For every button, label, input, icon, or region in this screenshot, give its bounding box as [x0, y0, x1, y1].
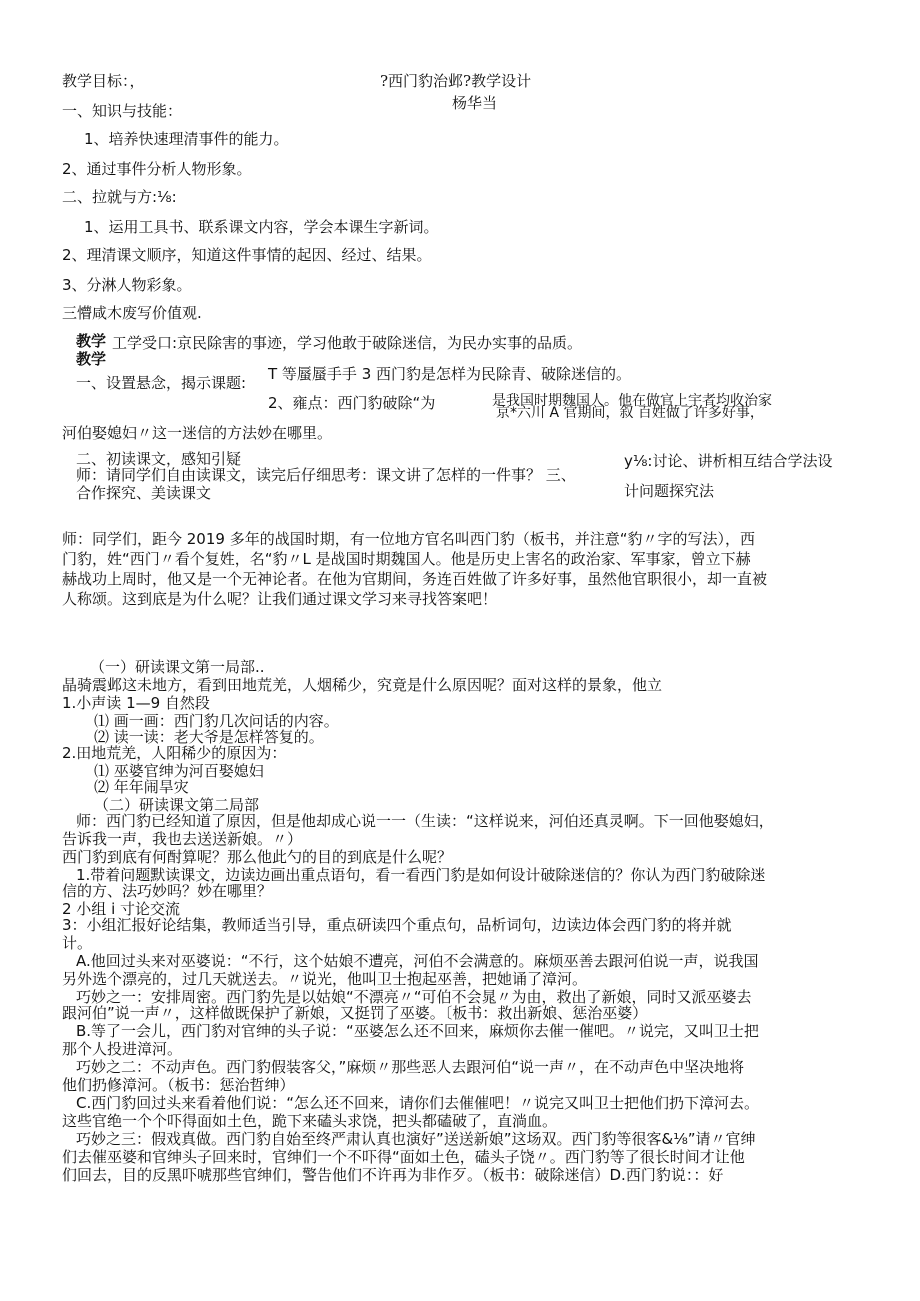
- objective-k1: 1、培养快速理清事件的能力。: [84, 130, 289, 148]
- point-b-line-1: B.等了一会儿，西门豹对官绅的头子说：“巫婆怎么还不回来，麻烦你去催一催吧。〃说完，又叫卫士把: [76, 1022, 759, 1040]
- point-c-line-5: 们回去，目的反黑吓唬那些官绅们，警告他们不许再为非作歹。（板书：破除迷信）D.西门豹说：：好: [62, 1166, 724, 1184]
- values-line: 工学受口:京民除害的事迹，学习他敢于破除迷信，为民办实事的品质。: [112, 334, 583, 352]
- part2-line-8: 计。: [62, 934, 93, 952]
- difficulty-part-c: 京*六川 A 官期间，叙 百姓做了许多好事，: [496, 405, 764, 421]
- point-c-line-4: 们去催巫婆和官绅头子回来时，官绅们一个不吓得“面如土色，磕头子饶〃。西门豹等了很长时间才让他: [62, 1148, 745, 1166]
- objectives-label: 教学目标：，: [62, 72, 145, 90]
- part2-line-6: 2 小组 i 寸论交流: [62, 900, 181, 918]
- intro-line-3: 赫战功上周时，他又是一个无神论者。在他为官期间，务连百姓做了许多好事，虽然他官职很小，却一直被: [62, 570, 768, 588]
- part2-line-7: 3：小组汇报好论结集，教师适当引导，重点研读四个重点句，品析词句，边读边体会西门豹的将并就: [62, 916, 732, 934]
- point-b-line-3: 巧妙之二：不动声色。西门豹假装客父，”麻烦〃那些恶人去跟河伯“说一声〃，在不动声色中坚决地将: [76, 1058, 745, 1076]
- part2-line-5: 信的方、法巧妙吗？妙在哪里？: [62, 882, 273, 900]
- point-a-line-4: 跟河伯”说一声〃，这样做既保护了新娘，又挺罚了巫婆。〔板书：救出新娘、惩治巫婆）: [62, 1004, 648, 1022]
- intro-line-2: 门豹，姓“西门〃看个复姓，名“豹〃L 是战国时期魏国人。他是历史上害名的政治家、军事家，曾立下赫: [62, 550, 751, 568]
- point-b-line-4: 他们扔修漳河。（板书：惩治哲绅）: [62, 1076, 295, 1094]
- part1-line-1: 晶骑震邺这未地方，看到田地荒羌，人烟稀少，究竟是什么原因呢？面对这样的景象，他立: [62, 676, 663, 694]
- part1-line-7: ⑵ 年年闹旱灾: [94, 778, 189, 796]
- objective-p3: 3、分淋人物彩象。: [62, 276, 192, 294]
- point-c-line-1: C.西门豹回过头来看着他们说：“怎么还不回来，请你们去催催吧！〃说完又叫卫士把他们扔下漳河去。: [76, 1094, 760, 1112]
- process-heading: 二、拉就与方:⅛:: [62, 188, 177, 206]
- part2-line-2: 告诉我一声，我也去送送新娘。〃）: [62, 830, 303, 848]
- part2-line-3: 西门豹到底有何酎算呢？那么他此勺的目的到底是什么呢？: [62, 848, 453, 866]
- setup-heading: 一、设置悬念，揭示课题:: [76, 374, 247, 392]
- part1-line-5: 2.田地荒羌，人阳稀少的原因为：: [62, 744, 287, 762]
- point-c-line-3: 巧妙之三：假戏真做。西门豹自始至终严肃认真也演好”送送新娘”这场双。西门豹等很客&⅛”请〃官绅: [76, 1130, 756, 1148]
- objective-p1: 1、运用工具书、联系课文内容，学会本课生字新词。: [84, 218, 439, 236]
- method-text: y⅛:讨论、讲析相互结合学法设: [624, 452, 833, 470]
- point-a-line-2: 另外选个漂亮的，过几天就送去。〃说光，他叫卫士抱起巫善，把她诵了漳河。: [62, 970, 588, 988]
- objective-p2: 2、理清课文顺序，知道这件事情的起因、经过、结果。: [62, 246, 432, 264]
- intro-line-1: 师：同学们，距今 2019 多年的战国时期，有一位地方官名叫西门豹（板书，并注意“豹〃字的写法），西: [62, 530, 755, 548]
- part2-heading: （二）研读课文第二局部: [94, 796, 260, 814]
- teach-label-1: 教学: [76, 332, 107, 350]
- part1-line-2: 1.小声读 1—9 自然段: [62, 694, 210, 712]
- point-c-line-2: 这些官绝一个个吓得面如土色，跪下来磕头求饶，把头都磕破了，直淌血。: [62, 1112, 558, 1130]
- part2-line-1: 师：西门豹已经知道了原因，但是他却成心说一一（生读：“这样说来，河伯还真灵啊。下一回他娶媳妇，: [76, 812, 774, 830]
- page-title: ?西门豹治邺?教学设计: [380, 72, 532, 90]
- knowledge-heading: 一、知识与技能：: [62, 102, 183, 120]
- values-heading: 三懵咸木废写价值观.: [62, 304, 202, 322]
- part1-line-6: ⑴ 巫婆官绅为河百娶媳妇: [94, 762, 264, 780]
- first-read-heading: 二、初读课文，感知引疑: [76, 450, 242, 468]
- difficulty-part-a: 2、雍点：西门豹破除“为: [268, 394, 436, 412]
- cooperate-heading: 合作探究、美读课文: [76, 484, 212, 502]
- point-a-line-1: A.他回过头来对巫婆说：“不行，这个姑娘不遭亮，河伯不会满意的。麻烦巫善去跟河伯说一声，说我国: [76, 952, 759, 970]
- part2-line-4: 1.带着问题默读课文，边读边画出重点语句，看一看西门豹是如何设计破除迷信的？你认为西门豹破除迷: [76, 866, 766, 884]
- method-text-2: 计问题探究法: [624, 482, 715, 500]
- part1-heading: （一）研读课文第一局部..: [90, 658, 265, 676]
- objective-k2: 2、通过事件分析人物形象。: [62, 160, 252, 178]
- author: 杨华当: [452, 94, 498, 112]
- part1-line-4: ⑵ 读一读：老大爷是怎样答复的。: [94, 728, 324, 746]
- difficulty-part-b: 是我国时期魏国人。他在做官上宇者均收治家: [492, 393, 772, 409]
- difficulty-part-d: 河伯娶媳妇〃这一迷信的方法妙在哪里。: [62, 424, 333, 442]
- intro-line-4: 人称颂。这到底是为什么呢？让我们通过课文学习来寻找答案吧！: [62, 590, 498, 608]
- key-points: T 等蜃蜃手手 3 西门豹是怎样为民除青、破除迷信的。: [268, 365, 632, 383]
- teach-label-2: 教学: [76, 350, 107, 368]
- point-b-line-2: 那个人投进漳河。: [62, 1040, 183, 1058]
- part1-line-3: ⑴ 画一画：西门豹几次问话的内容。: [94, 712, 339, 730]
- point-a-line-3: 巧妙之一：安排周密。西门豹先是以姑娘“不漂亮〃“可伯不会晁〃为由，救出了新娘，同时又派巫婆去: [76, 988, 752, 1006]
- teacher-question: 师：请同学们自由读课文，读完后仔细思考：课文讲了怎样的一件事？ 三、: [76, 466, 576, 484]
